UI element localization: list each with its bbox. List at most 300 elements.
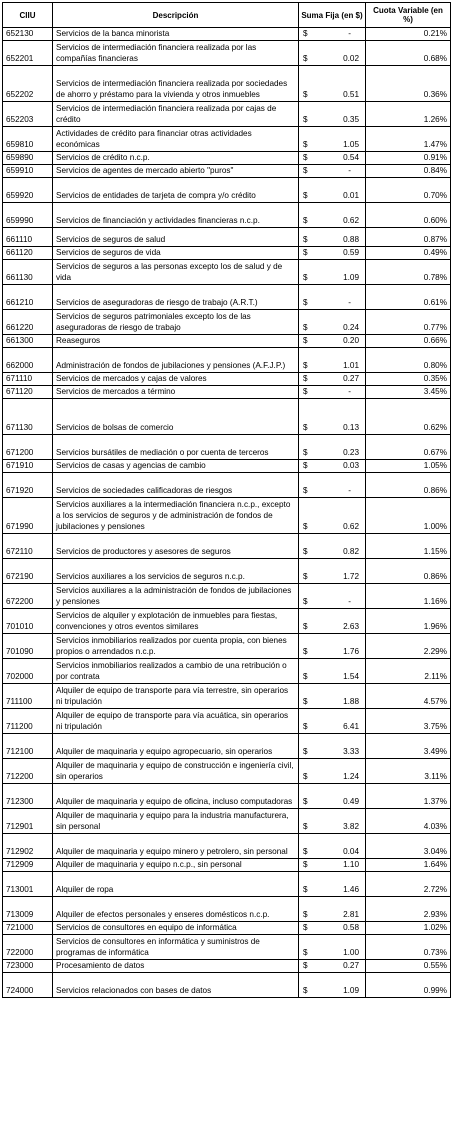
description-cell: Servicios auxiliares a la intermediación financiera n.c.p., excepto a los servicios de seguros y de administración de fondos de jubilaciones y pensiones (53, 498, 299, 534)
cuota-variable-cell: 0.36% (366, 66, 451, 102)
currency-symbol: $ (303, 140, 308, 149)
cuota-variable-cell: 0.87% (366, 228, 451, 247)
table-row (3, 285, 451, 310)
ciiu-code-cell: 659990 (3, 203, 53, 228)
description-cell: Actividades de crédito para financiar otras actividades económicas (53, 127, 299, 152)
suma-fija-value: - (348, 387, 351, 396)
suma-fija-value: 1.88 (343, 697, 359, 706)
cuota-variable-cell: 1.26% (366, 102, 451, 127)
table-row (3, 260, 451, 285)
table-row (3, 386, 451, 399)
suma-fija-value: - (348, 298, 351, 307)
description-cell: Alquiler de maquinaria y equipo n.c.p., sin personal (53, 859, 299, 872)
suma-fija-cell (299, 784, 366, 809)
suma-fija-cell (299, 584, 366, 609)
ciiu-code-cell: 711200 (3, 709, 53, 734)
table-row (3, 41, 451, 66)
ciiu-code-cell: 671130 (3, 399, 53, 435)
suma-fija-value: 0.82 (343, 547, 359, 556)
description-cell: Alquiler de maquinaria y equipo de oficina, incluso computadoras (53, 784, 299, 809)
cuota-variable-cell: 0.61% (366, 285, 451, 310)
suma-fija-cell (299, 872, 366, 897)
suma-fija-cell (299, 634, 366, 659)
description-cell: Servicios relacionados con bases de datos (53, 973, 299, 998)
suma-fija-cell (299, 734, 366, 759)
currency-symbol: $ (303, 273, 308, 282)
cuota-variable-cell: 0.62% (366, 399, 451, 435)
table-row (3, 960, 451, 973)
suma-fija-value: 3.82 (343, 822, 359, 831)
description-cell: Servicios de seguros de vida (53, 247, 299, 260)
suma-fija-value: 0.51 (343, 90, 359, 99)
suma-fija-value: 1.76 (343, 647, 359, 656)
cuota-variable-cell: 0.55% (366, 960, 451, 973)
currency-symbol: $ (303, 986, 308, 995)
cuota-variable-cell: 1.05% (366, 460, 451, 473)
cuota-variable-cell: 0.21% (366, 28, 451, 41)
ciiu-code-cell: 723000 (3, 960, 53, 973)
table-row (3, 310, 451, 335)
suma-fija-cell (299, 348, 366, 373)
suma-fija-value: 0.62 (343, 216, 359, 225)
table-row (3, 473, 451, 498)
suma-fija-cell (299, 165, 366, 178)
suma-fija-cell (299, 335, 366, 348)
currency-symbol: $ (303, 923, 308, 932)
table-row (3, 399, 451, 435)
currency-symbol: $ (303, 323, 308, 332)
ciiu-code-cell: 712901 (3, 809, 53, 834)
suma-fija-cell (299, 759, 366, 784)
table-row (3, 872, 451, 897)
table-row (3, 584, 451, 609)
suma-fija-value: 1.01 (343, 361, 359, 370)
cuota-variable-cell: 3.49% (366, 734, 451, 759)
ciiu-code-cell: 661220 (3, 310, 53, 335)
cuota-variable-cell: 0.84% (366, 165, 451, 178)
ciiu-code-cell: 712100 (3, 734, 53, 759)
table-row (3, 498, 451, 534)
table-row (3, 559, 451, 584)
suma-fija-value: 1.46 (343, 885, 359, 894)
suma-fija-value: 1.05 (343, 140, 359, 149)
ciiu-code-cell: 712200 (3, 759, 53, 784)
suma-fija-cell (299, 559, 366, 584)
tariff-table (2, 2, 451, 998)
ciiu-code-cell: 672190 (3, 559, 53, 584)
suma-fija-cell (299, 498, 366, 534)
suma-fija-cell (299, 534, 366, 559)
currency-symbol: $ (303, 910, 308, 919)
currency-symbol: $ (303, 216, 308, 225)
cuota-variable-cell: 1.64% (366, 859, 451, 872)
table-row (3, 659, 451, 684)
description-cell: Servicios inmobiliarios realizados a cambio de una retribución o por contrata (53, 659, 299, 684)
suma-fija-value: 0.59 (343, 248, 359, 257)
cuota-variable-cell: 0.68% (366, 41, 451, 66)
suma-fija-value: 0.04 (343, 847, 359, 856)
table-header-row (3, 3, 451, 28)
ciiu-code-cell: 711100 (3, 684, 53, 709)
currency-symbol: $ (303, 697, 308, 706)
suma-fija-cell (299, 28, 366, 41)
header-descripcion: Descripción (53, 3, 299, 28)
ciiu-code-cell: 662000 (3, 348, 53, 373)
suma-fija-cell (299, 260, 366, 285)
cuota-variable-cell: 0.60% (366, 203, 451, 228)
description-cell: Servicios de sociedades calificadoras de riesgos (53, 473, 299, 498)
table-body (3, 28, 451, 998)
table-row (3, 28, 451, 41)
suma-fija-cell (299, 310, 366, 335)
description-cell: Servicios auxiliares a la administración de fondos de jubilaciones y pensiones (53, 584, 299, 609)
cuota-variable-cell: 0.73% (366, 935, 451, 960)
description-cell: Servicios de agentes de mercado abierto "puros" (53, 165, 299, 178)
cuota-variable-cell: 4.57% (366, 684, 451, 709)
description-cell: Servicios de productores y asesores de seguros (53, 534, 299, 559)
suma-fija-cell (299, 809, 366, 834)
cuota-variable-cell: 1.37% (366, 784, 451, 809)
description-cell: Alquiler de efectos personales y enseres domésticos n.c.p. (53, 897, 299, 922)
description-cell: Servicios bursátiles de mediación o por cuenta de terceros (53, 435, 299, 460)
currency-symbol: $ (303, 361, 308, 370)
suma-fija-cell (299, 203, 366, 228)
currency-symbol: $ (303, 115, 308, 124)
ciiu-code-cell: 712300 (3, 784, 53, 809)
suma-fija-cell (299, 859, 366, 872)
description-cell: Alquiler de maquinaria y equipo para la industria manufacturera, sin personal (53, 809, 299, 834)
ciiu-code-cell: 659810 (3, 127, 53, 152)
suma-fija-value: 0.02 (343, 54, 359, 63)
suma-fija-value: 1.72 (343, 572, 359, 581)
suma-fija-cell (299, 228, 366, 247)
cuota-variable-cell: 0.80% (366, 348, 451, 373)
suma-fija-cell (299, 247, 366, 260)
currency-symbol: $ (303, 387, 308, 396)
cuota-variable-cell: 3.11% (366, 759, 451, 784)
description-cell: Servicios de mercados y cajas de valores (53, 373, 299, 386)
ciiu-code-cell: 701090 (3, 634, 53, 659)
currency-symbol: $ (303, 572, 308, 581)
suma-fija-value: 1.00 (343, 948, 359, 957)
currency-symbol: $ (303, 722, 308, 731)
suma-fija-value: 0.35 (343, 115, 359, 124)
description-cell: Servicios de bolsas de comercio (53, 399, 299, 435)
suma-fija-cell (299, 152, 366, 165)
suma-fija-cell (299, 473, 366, 498)
cuota-variable-cell: 0.49% (366, 247, 451, 260)
table-row (3, 66, 451, 102)
table-row (3, 784, 451, 809)
table-row (3, 759, 451, 784)
cuota-variable-cell: 2.72% (366, 872, 451, 897)
suma-fija-cell (299, 897, 366, 922)
ciiu-code-cell: 671110 (3, 373, 53, 386)
currency-symbol: $ (303, 647, 308, 656)
suma-fija-cell (299, 399, 366, 435)
ciiu-code-cell: 672200 (3, 584, 53, 609)
suma-fija-cell (299, 102, 366, 127)
ciiu-code-cell: 652201 (3, 41, 53, 66)
table-row (3, 922, 451, 935)
ciiu-code-cell: 671910 (3, 460, 53, 473)
currency-symbol: $ (303, 166, 308, 175)
header-suma-fija: Suma Fija (en $) (299, 3, 366, 28)
description-cell: Servicios de seguros de salud (53, 228, 299, 247)
cuota-variable-cell: 2.29% (366, 634, 451, 659)
suma-fija-value: - (348, 486, 351, 495)
currency-symbol: $ (303, 54, 308, 63)
cuota-variable-cell: 1.15% (366, 534, 451, 559)
cuota-variable-cell: 0.78% (366, 260, 451, 285)
table-row (3, 834, 451, 859)
table-row (3, 203, 451, 228)
ciiu-code-cell: 652202 (3, 66, 53, 102)
currency-symbol: $ (303, 747, 308, 756)
description-cell: Administración de fondos de jubilaciones y pensiones (A.F.J.P.) (53, 348, 299, 373)
currency-symbol: $ (303, 486, 308, 495)
table-row (3, 709, 451, 734)
currency-symbol: $ (303, 522, 308, 531)
table-row (3, 247, 451, 260)
cuota-variable-cell: 2.11% (366, 659, 451, 684)
ciiu-code-cell: 712902 (3, 834, 53, 859)
table-row (3, 335, 451, 348)
description-cell: Servicios auxiliares a los servicios de seguros n.c.p. (53, 559, 299, 584)
ciiu-code-cell: 713001 (3, 872, 53, 897)
description-cell: Alquiler de maquinaria y equipo minero y petrolero, sin personal (53, 834, 299, 859)
currency-symbol: $ (303, 597, 308, 606)
currency-symbol: $ (303, 948, 308, 957)
suma-fija-value: 0.27 (343, 374, 359, 383)
cuota-variable-cell: 0.35% (366, 373, 451, 386)
suma-fija-value: 0.49 (343, 797, 359, 806)
table-row (3, 373, 451, 386)
cuota-variable-cell: 0.77% (366, 310, 451, 335)
suma-fija-value: 1.09 (343, 986, 359, 995)
table-row (3, 127, 451, 152)
currency-symbol: $ (303, 822, 308, 831)
cuota-variable-cell: 0.86% (366, 559, 451, 584)
ciiu-code-cell: 724000 (3, 973, 53, 998)
description-cell: Servicios de aseguradoras de riesgo de trabajo (A.R.T.) (53, 285, 299, 310)
cuota-variable-cell: 0.86% (366, 473, 451, 498)
table-row (3, 634, 451, 659)
ciiu-code-cell: 702000 (3, 659, 53, 684)
ciiu-code-cell: 659890 (3, 152, 53, 165)
description-cell: Servicios de casas y agencias de cambio (53, 460, 299, 473)
suma-fija-value: 1.10 (343, 860, 359, 869)
header-ciiu: CIIU (3, 3, 53, 28)
suma-fija-cell (299, 609, 366, 634)
ciiu-code-cell: 712909 (3, 859, 53, 872)
description-cell: Servicios de consultores en informática y suministros de programas de informática (53, 935, 299, 960)
suma-fija-value: 0.03 (343, 461, 359, 470)
ciiu-code-cell: 722000 (3, 935, 53, 960)
suma-fija-value: - (348, 597, 351, 606)
cuota-variable-cell: 0.91% (366, 152, 451, 165)
ciiu-code-cell: 661130 (3, 260, 53, 285)
table-row (3, 178, 451, 203)
table-row (3, 897, 451, 922)
description-cell: Servicios de consultores en equipo de informática (53, 922, 299, 935)
currency-symbol: $ (303, 191, 308, 200)
suma-fija-cell (299, 834, 366, 859)
ciiu-code-cell: 671200 (3, 435, 53, 460)
ciiu-code-cell: 713009 (3, 897, 53, 922)
suma-fija-cell (299, 178, 366, 203)
description-cell: Servicios de seguros patrimoniales excepto los de las aseguradoras de riesgo de trabajo (53, 310, 299, 335)
currency-symbol: $ (303, 29, 308, 38)
currency-symbol: $ (303, 860, 308, 869)
suma-fija-value: 1.09 (343, 273, 359, 282)
suma-fija-cell (299, 935, 366, 960)
header-cuota-variable: Cuota Variable (en %) (366, 3, 451, 28)
cuota-variable-cell: 0.66% (366, 335, 451, 348)
description-cell: Servicios de mercados a término (53, 386, 299, 399)
ciiu-code-cell: 701010 (3, 609, 53, 634)
suma-fija-value: 0.20 (343, 336, 359, 345)
currency-symbol: $ (303, 961, 308, 970)
suma-fija-cell (299, 709, 366, 734)
ciiu-code-cell: 659920 (3, 178, 53, 203)
ciiu-code-cell: 652130 (3, 28, 53, 41)
table-row (3, 859, 451, 872)
currency-symbol: $ (303, 423, 308, 432)
description-cell: Servicios de intermediación financiera realizada por sociedades de ahorro y préstamo para la vivienda y otros inmuebles (53, 66, 299, 102)
currency-symbol: $ (303, 153, 308, 162)
table-row (3, 809, 451, 834)
cuota-variable-cell: 4.03% (366, 809, 451, 834)
currency-symbol: $ (303, 248, 308, 257)
currency-symbol: $ (303, 235, 308, 244)
ciiu-code-cell: 661120 (3, 247, 53, 260)
currency-symbol: $ (303, 547, 308, 556)
description-cell: Servicios de entidades de tarjeta de compra y/o crédito (53, 178, 299, 203)
suma-fija-value: 2.81 (343, 910, 359, 919)
description-cell: Servicios inmobiliarios realizados por cuenta propia, con bienes propios o arrendados n.c.p. (53, 634, 299, 659)
currency-symbol: $ (303, 336, 308, 345)
ciiu-code-cell: 721000 (3, 922, 53, 935)
ciiu-code-cell: 671120 (3, 386, 53, 399)
description-cell: Servicios de intermediación financiera realizada por cajas de crédito (53, 102, 299, 127)
currency-symbol: $ (303, 298, 308, 307)
currency-symbol: $ (303, 885, 308, 894)
table-row (3, 935, 451, 960)
suma-fija-value: 0.01 (343, 191, 359, 200)
suma-fija-cell (299, 659, 366, 684)
currency-symbol: $ (303, 448, 308, 457)
suma-fija-value: - (348, 166, 351, 175)
suma-fija-value: 1.54 (343, 672, 359, 681)
table-row (3, 534, 451, 559)
suma-fija-value: 0.24 (343, 323, 359, 332)
cuota-variable-cell: 0.99% (366, 973, 451, 998)
ciiu-code-cell: 661210 (3, 285, 53, 310)
suma-fija-cell (299, 41, 366, 66)
suma-fija-cell (299, 435, 366, 460)
description-cell: Reaseguros (53, 335, 299, 348)
suma-fija-value: 1.24 (343, 772, 359, 781)
currency-symbol: $ (303, 847, 308, 856)
currency-symbol: $ (303, 622, 308, 631)
suma-fija-value: 0.23 (343, 448, 359, 457)
table-row (3, 973, 451, 998)
suma-fija-cell (299, 973, 366, 998)
currency-symbol: $ (303, 374, 308, 383)
currency-symbol: $ (303, 772, 308, 781)
currency-symbol: $ (303, 90, 308, 99)
ciiu-code-cell: 672110 (3, 534, 53, 559)
table-row (3, 609, 451, 634)
table-row (3, 435, 451, 460)
description-cell: Alquiler de maquinaria y equipo agropecuario, sin operarios (53, 734, 299, 759)
suma-fija-cell (299, 285, 366, 310)
suma-fija-cell (299, 386, 366, 399)
suma-fija-value: 6.41 (343, 722, 359, 731)
table-row (3, 734, 451, 759)
description-cell: Servicios de crédito n.c.p. (53, 152, 299, 165)
description-cell: Servicios de alquiler y explotación de inmuebles para fiestas, convenciones y otros eventos similares (53, 609, 299, 634)
description-cell: Alquiler de equipo de transporte para vía terrestre, sin operarios ni tripulación (53, 684, 299, 709)
table-row (3, 102, 451, 127)
currency-symbol: $ (303, 797, 308, 806)
table-row (3, 165, 451, 178)
currency-symbol: $ (303, 672, 308, 681)
suma-fija-cell (299, 460, 366, 473)
cuota-variable-cell: 1.47% (366, 127, 451, 152)
table-row (3, 348, 451, 373)
description-cell: Servicios de la banca minorista (53, 28, 299, 41)
suma-fija-value: 2.63 (343, 622, 359, 631)
ciiu-code-cell: 652203 (3, 102, 53, 127)
cuota-variable-cell: 0.67% (366, 435, 451, 460)
suma-fija-value: 0.13 (343, 423, 359, 432)
ciiu-code-cell: 661300 (3, 335, 53, 348)
ciiu-code-cell: 671920 (3, 473, 53, 498)
suma-fija-value: 3.33 (343, 747, 359, 756)
suma-fija-cell (299, 66, 366, 102)
cuota-variable-cell: 3.04% (366, 834, 451, 859)
cuota-variable-cell: 1.02% (366, 922, 451, 935)
suma-fija-cell (299, 922, 366, 935)
cuota-variable-cell: 3.45% (366, 386, 451, 399)
cuota-variable-cell: 1.16% (366, 584, 451, 609)
suma-fija-cell (299, 127, 366, 152)
table-row (3, 684, 451, 709)
cuota-variable-cell: 2.93% (366, 897, 451, 922)
table-row (3, 152, 451, 165)
description-cell: Servicios de seguros a las personas excepto los de salud y de vida (53, 260, 299, 285)
suma-fija-cell (299, 373, 366, 386)
description-cell: Procesamiento de datos (53, 960, 299, 973)
description-cell: Alquiler de ropa (53, 872, 299, 897)
suma-fija-value: 0.27 (343, 961, 359, 970)
table-row (3, 228, 451, 247)
suma-fija-value: 0.54 (343, 153, 359, 162)
cuota-variable-cell: 1.96% (366, 609, 451, 634)
suma-fija-value: - (348, 29, 351, 38)
table-row (3, 460, 451, 473)
description-cell: Alquiler de maquinaria y equipo de construcción e ingeniería civil, sin operarios (53, 759, 299, 784)
suma-fija-cell (299, 684, 366, 709)
ciiu-code-cell: 661110 (3, 228, 53, 247)
cuota-variable-cell: 1.00% (366, 498, 451, 534)
description-cell: Servicios de financiación y actividades financieras n.c.p. (53, 203, 299, 228)
suma-fija-value: 0.62 (343, 522, 359, 531)
ciiu-code-cell: 659910 (3, 165, 53, 178)
suma-fija-cell (299, 960, 366, 973)
